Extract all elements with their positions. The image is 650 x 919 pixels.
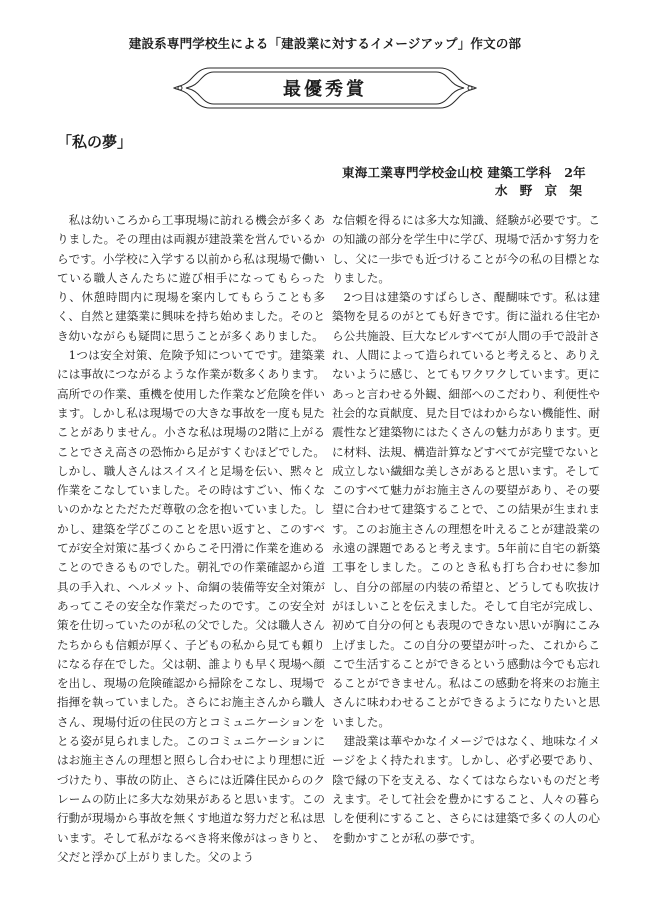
essay-title: 「私の夢」 <box>57 133 133 151</box>
award-title: 最優秀賞 <box>283 79 367 100</box>
left-column <box>57 211 325 867</box>
award-frame <box>170 66 480 110</box>
paragraph: な信頼を得るには多大な知識、経験が必要です。この知識の部分を学生中に学び、現場で活かす努力をし、父に一歩でも近づけることが今の私の目標となりました。 <box>332 213 600 285</box>
paragraph: 1つは安全対策、危険予知についてです。建築業には事故につながるような作業が数多くあります。高所での作業、重機を使用した作業など危険を伴います。しかし私は現場での大きな事故を一度も見たことがありません。小さな私は現場の2階に上がることでさえ高さの恐怖から足がすくむほどでした。しかし、職人さんはスイスイと足場を伝い、黙々と作業をこなしていました。その時はすごい、怖くないのかなとただただ尊敬の念を抱いていました。しかし、建築を学びこのことを思い返すと、このすべてが安全対策に基づくからこそ円滑に作業を進めることのできるものでした。朝礼での作業確認から道具の手入れ、ヘルメット、命綱の装備等安全対策があってこその安全な作業だったのです。この安全対策を仕切っていたのが私の父でした。父は職人さんたちからも信頼が厚く、子どもの私から見ても頼りになる存在でした。父は朝、誰よりも早く現場へ顔を出し、現場の危険確認から掃除をこなし、現場で指揮を執っていました。さらにお施主さんから職人さん、現場付近の住民の方とコミュニケーションをとる姿が見られました。このコミュニケーションにはお施主さんの理想と照らし合わせにより理想に近づけたり、事故の防止、さらには近隣住民からのクレームの防止に多大な効果があると思います。この行動が現場から事故を無くす地道な努力だと私は思います。そして私がなるべき将来像がはっきりと、父だと浮かび上がりました。父のよう <box>57 348 325 864</box>
paragraph: 2つ目は建築のすばらしさ、醍醐味です。私は建築物を見るのがとても好きです。街に溢れる住宅から公共施設、巨大なビルすべてが人間の手で設計され、人間によって造られていると考えると、ありえないように感じ、とてもワクワクしています。更にあっと言わせる外観、細部へのこだわり、利便性や社会的な貢献度、見た目ではわからない機能性、耐震性など建築物にはたくさんの魅力があります。更に材料、法規、構造計算などすべてが完璧でないと成立しない繊細な美しさがあると思います。そしてこのすべて魅力がお施主さんの要望があり、その要望に合わせて建築することで、この結果が生まれます。このお施主さんの理想を叶えることが建設業の永遠の課題であると考えます。5年前に自宅の新築工事をしました。このとき私も打ち合わせに参加し、自分の部屋の内装の希望と、どうしても吹抜けがほしいことを伝えました。そして自宅が完成し、初めて自分の何とも表現のできない思いが胸にこみ上げました。この自分の要望が叶った、これからここで生活することができるという感動は今でも忘れることができません。私はこの感動を将来のお施主さんに味わわせることができるようになりたいと思いました。 <box>332 290 600 729</box>
paragraph: 建設業は華やかなイメージではなく、地味なイメージをよく持たれます。しかし、必ず必要であり、陰で縁の下を支える、なくてはならないものだと考えます。そして社会を豊かにすること、人々の暮らしを便利にすること、さらには建築で多くの人の心を動かすことが私の夢です。 <box>332 734 600 845</box>
author-name: 水 野 京 架 <box>494 183 586 198</box>
right-column <box>332 211 600 848</box>
category-heading: 建設系専門学校生による「建設業に対するイメージアップ」作文の部 <box>128 36 522 51</box>
paragraph: 私は幼いころから工事現場に訪れる機会が多くありました。その理由は両親が建設業を営んでいるからです。小学校に入学する以前から私は現場で働いている職人さんたちに遊び相手になってもらったり、休憩時間内に現場を案内してもらうことも多く、自然と建築業に興味を持ち始めました。そのとき幼いながらも疑問に思うことが多くありました。 <box>57 213 325 343</box>
author-school: 東海工業専門学校金山校 建築工学科 2年 <box>341 165 586 180</box>
